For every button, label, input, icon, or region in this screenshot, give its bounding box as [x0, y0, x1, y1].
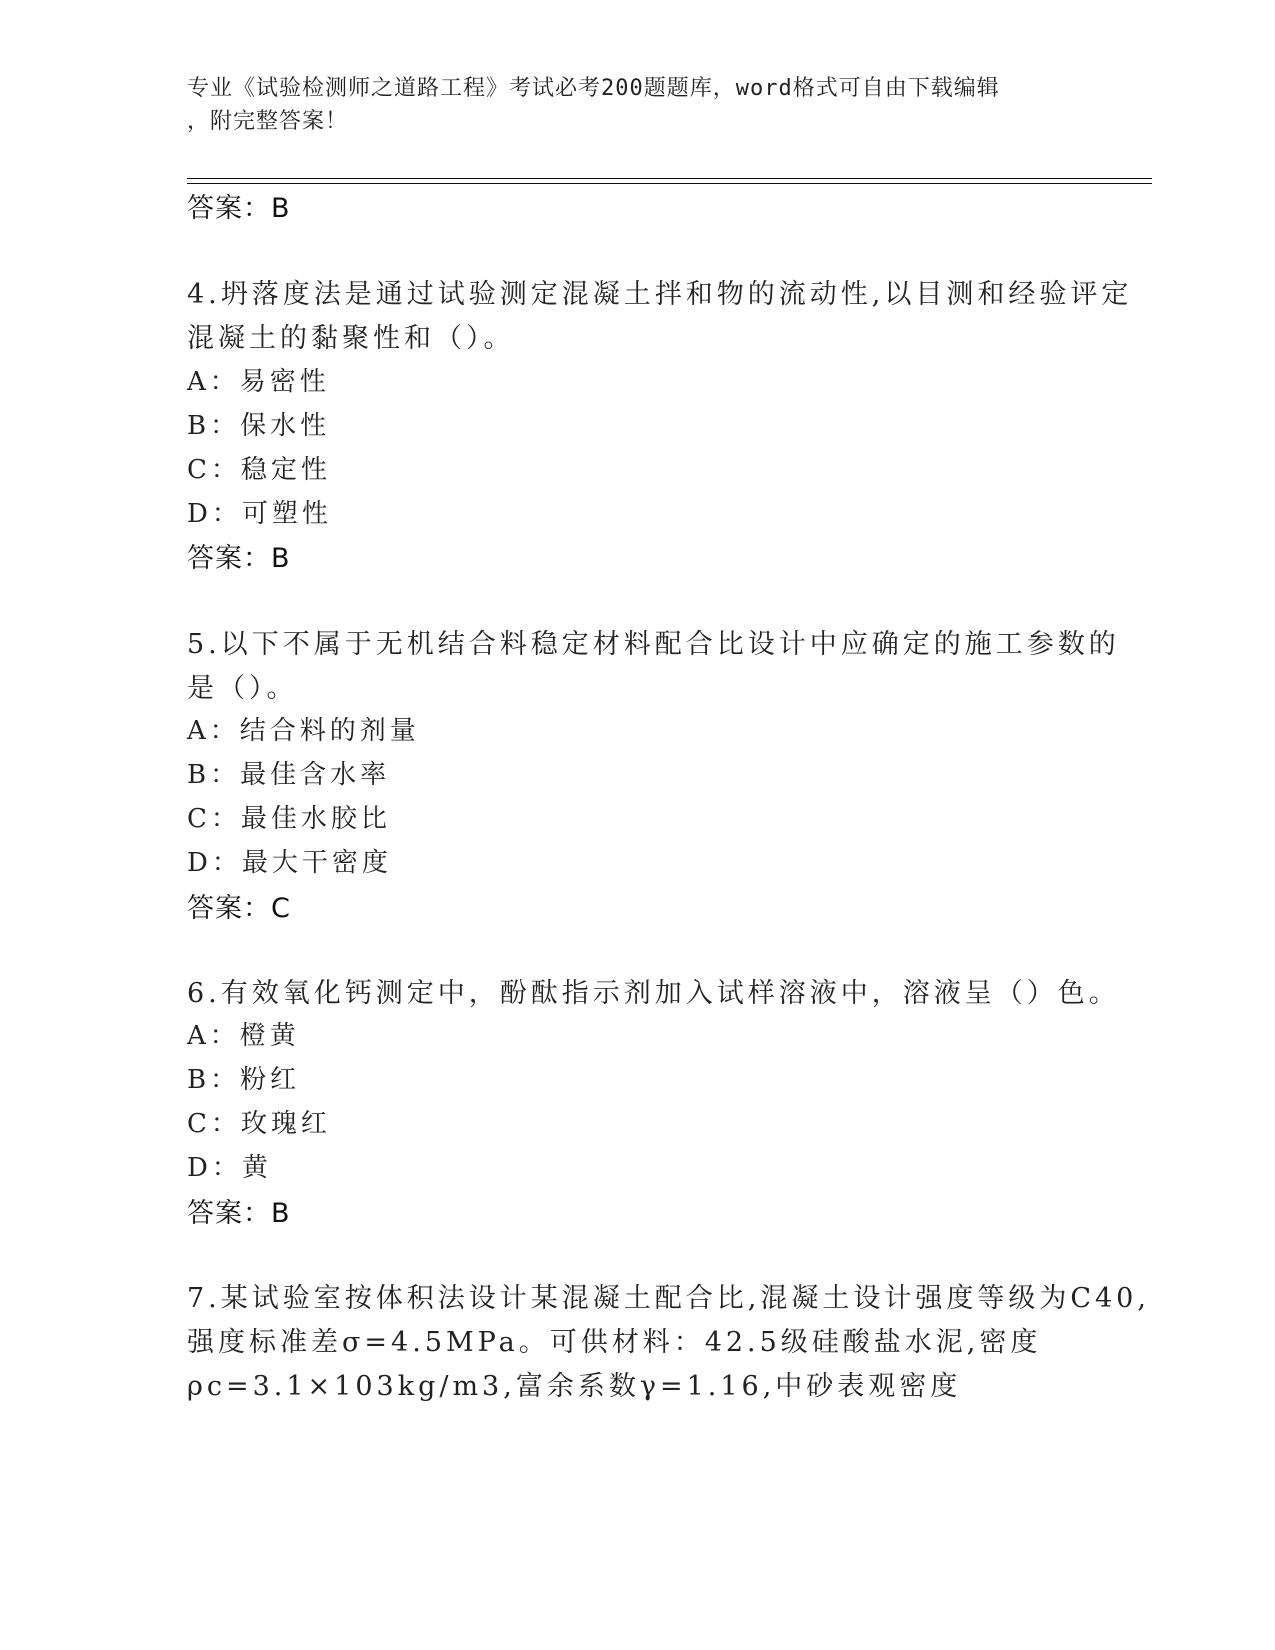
question-4-answer: 答案：B: [187, 543, 291, 574]
question-4-text-line-2: 混凝土的黏聚性和（）。: [187, 323, 515, 354]
question-5-text-line-2: 是（）。: [187, 673, 298, 704]
question-4-text-line-1: 4.坍落度法是通过试验测定混凝土拌和物的流动性,以目测和经验评定: [187, 279, 1133, 310]
question-5-option-a: A：结合料的剂量: [187, 716, 420, 746]
question-5-option-c: C：最佳水胶比: [187, 804, 391, 834]
question-6-answer: 答案：B: [187, 1198, 291, 1229]
answer-previous-question: 答案：B: [187, 193, 291, 224]
question-5-answer: 答案：C: [187, 893, 291, 924]
header-divider-bottom: [187, 183, 1152, 184]
document-header: [187, 72, 1067, 138]
question-7-text-line-2: 强度标准差σ=4.5MPa。可供材料：42.5级硅酸盐水泥,密度: [187, 1327, 1042, 1358]
header-title-line: 专业《试验检测师之道路工程》考试必考200题题库，word格式可自由下载编辑: [187, 76, 1000, 101]
header-divider-top: [187, 178, 1152, 179]
question-4-option-b: B：保水性: [187, 411, 331, 441]
question-6-text-line-1: 6.有效氧化钙测定中，酚酞指示剂加入试样溶液中，溶液呈（）色。: [187, 978, 1120, 1009]
question-6-option-c: C：玫瑰红: [187, 1109, 331, 1139]
question-6-option-a: A：橙黄: [187, 1021, 300, 1051]
question-7-text-line-3: ρc=3.1×103kg/m3,富余系数γ=1.16,中砂表观密度: [187, 1371, 962, 1402]
question-6-option-b: B：粉红: [187, 1065, 301, 1095]
header-title-continuation: ，附完整答案！: [187, 109, 349, 134]
question-5-option-b: B：最佳含水率: [187, 760, 391, 790]
question-4-option-a: A：易密性: [187, 367, 330, 397]
question-5-option-d: D：最大干密度: [187, 848, 392, 878]
question-6-option-d: D：黄: [187, 1153, 272, 1183]
question-4-option-d: D：可塑性: [187, 499, 332, 529]
question-7-text-line-1: 7.某试验室按体积法设计某混凝土配合比,混凝土设计强度等级为C40,: [187, 1283, 1150, 1314]
question-4-option-c: C：稳定性: [187, 455, 331, 485]
question-5-text-line-1: 5.以下不属于无机结合料稳定材料配合比设计中应确定的施工参数的: [187, 629, 1120, 660]
